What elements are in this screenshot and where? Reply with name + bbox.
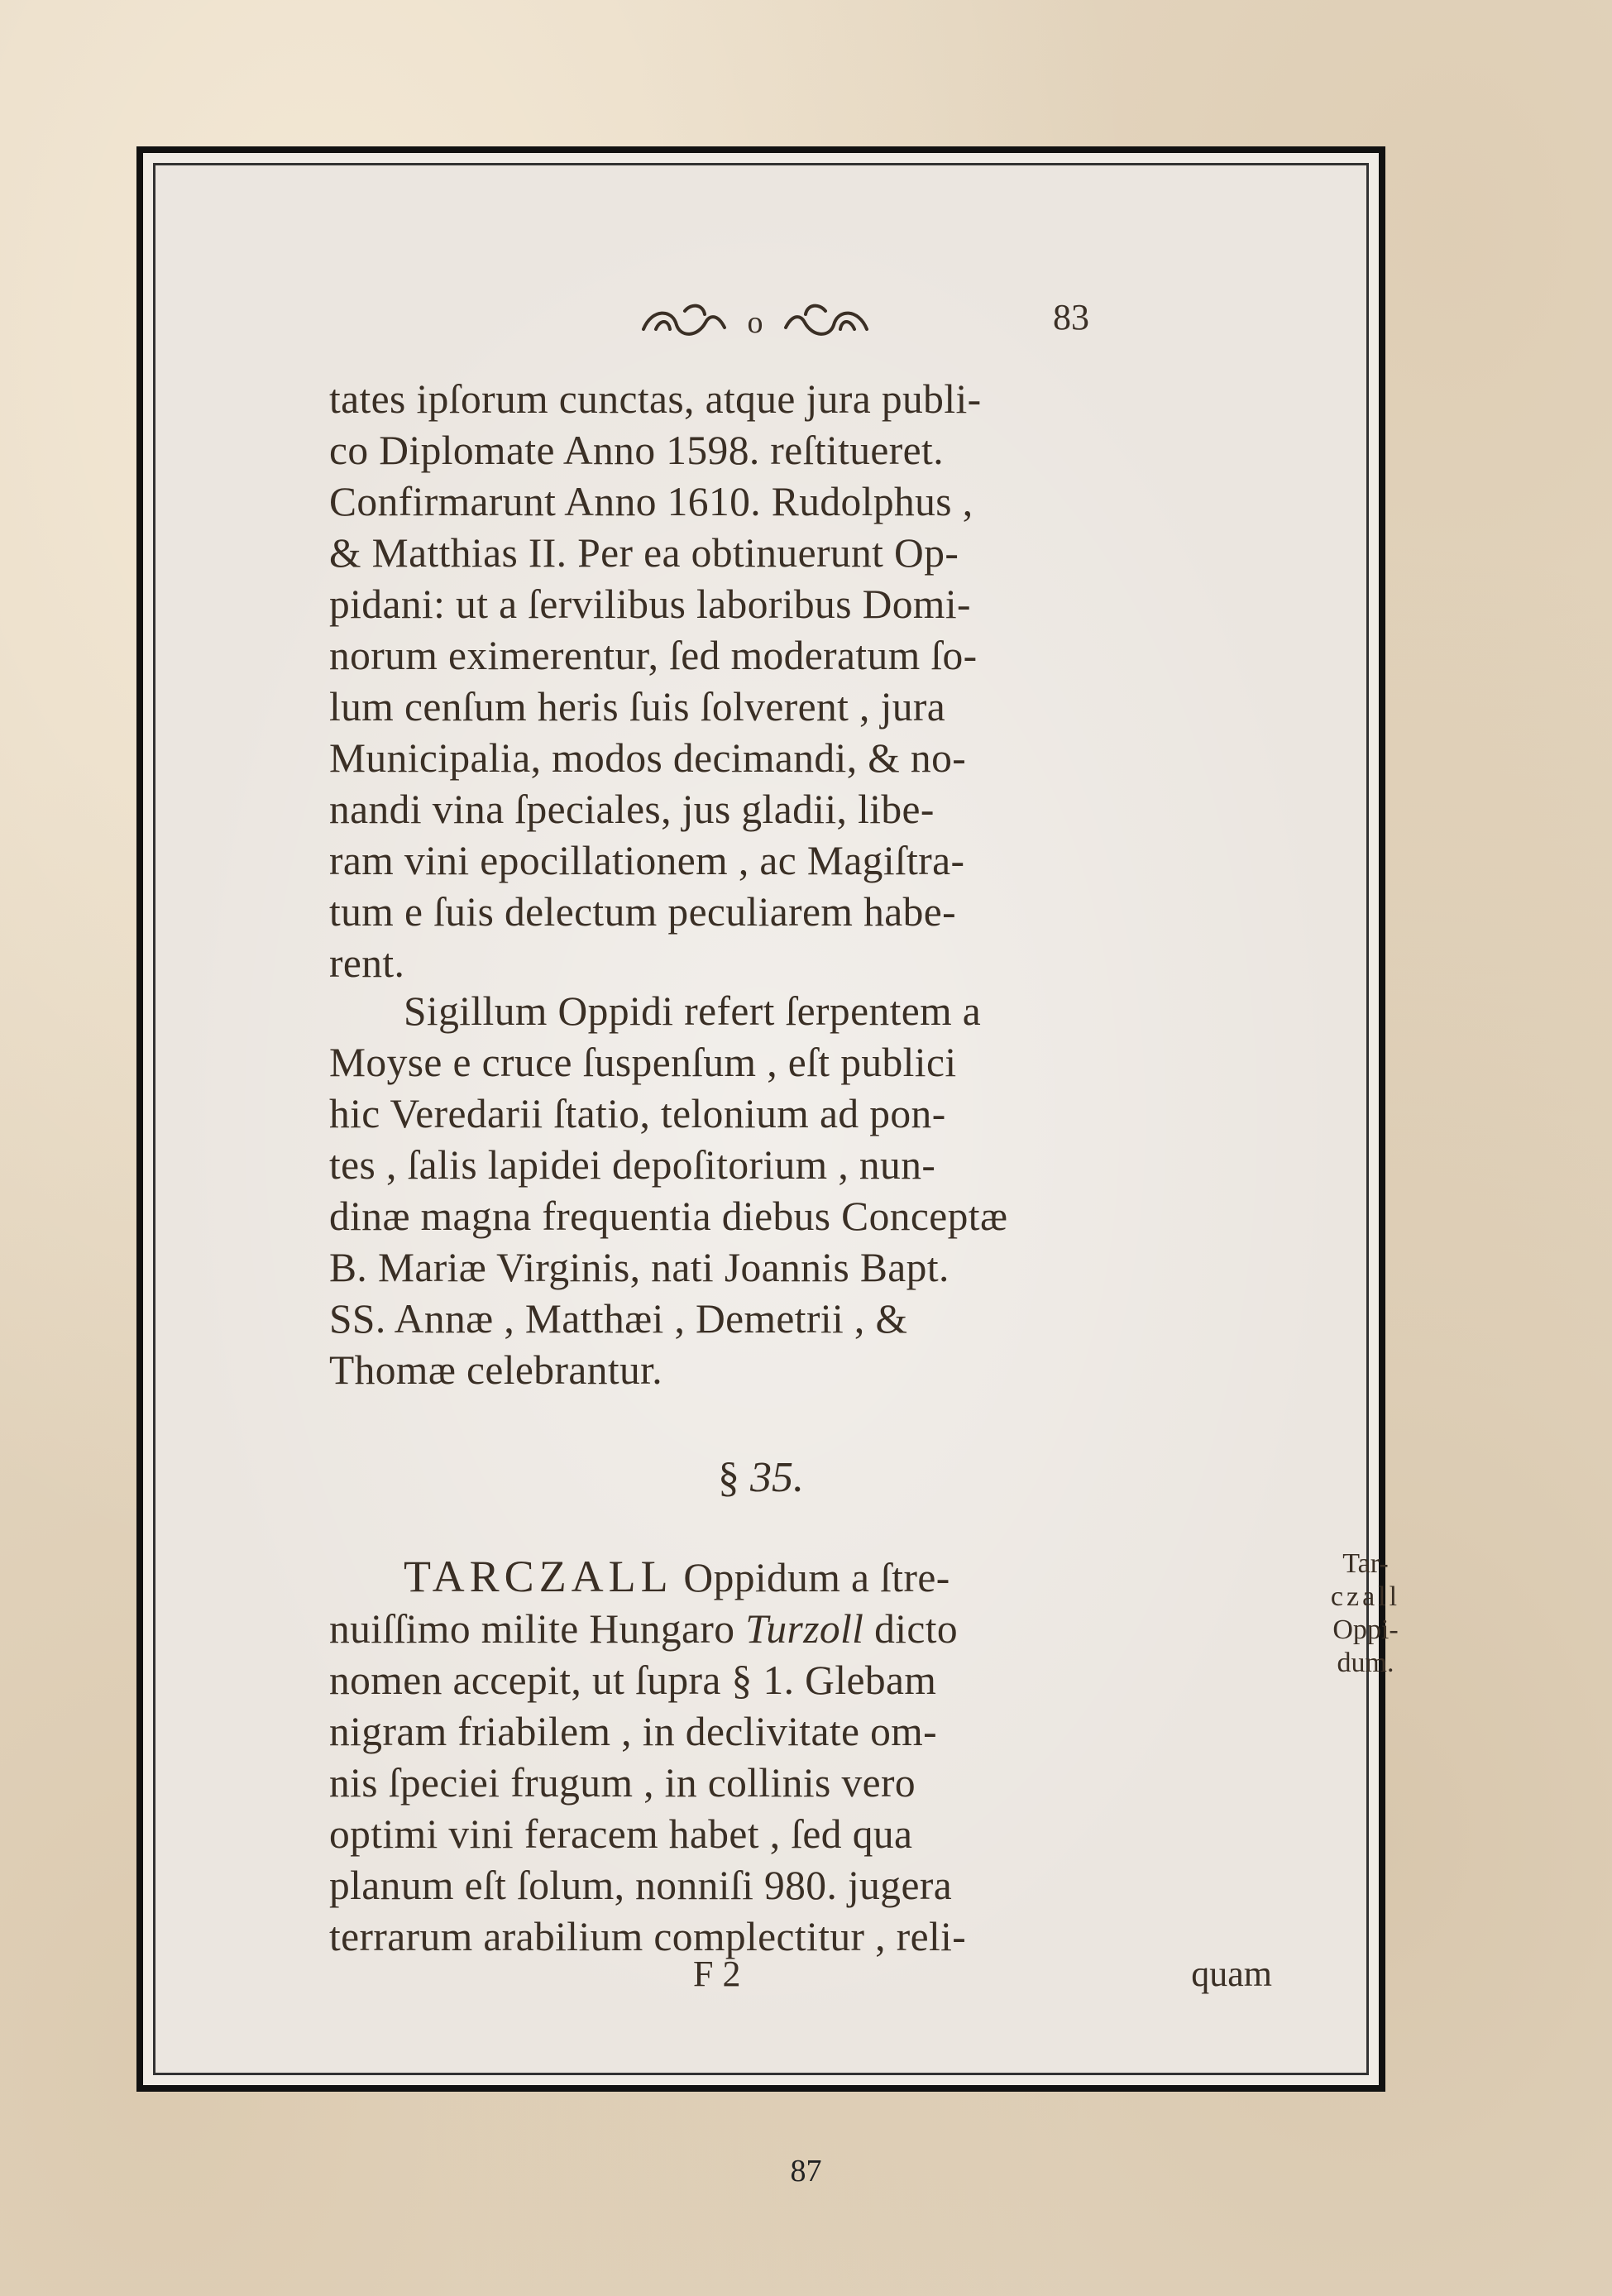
text-line: Confirmarunt Anno 1610. Rudolphus ,: [329, 479, 973, 524]
text-line: [329, 1551, 1297, 1604]
text-line: tum e ſuis delectum peculiarem habe-: [329, 889, 956, 935]
margin-note-line: czall: [1330, 1581, 1401, 1612]
text-line: Moyse e cruce ſuspenſum , eſt publici: [329, 1040, 957, 1085]
text-line: nomen accepit, ut ſupra § 1. Glebam: [329, 1657, 937, 1703]
paragraph-3: [329, 1551, 1297, 1963]
margin-note-line: dum.: [1337, 1648, 1394, 1678]
paragraph-2: [329, 986, 1318, 1396]
text-line: optimi vini feracem habet , ſed qua: [329, 1811, 913, 1857]
page-frame: [136, 146, 1401, 2092]
section-number: 35.: [750, 1454, 804, 1501]
section-heading: [155, 1453, 1366, 1502]
margin-note-line: Tar-: [1342, 1548, 1389, 1579]
text-line: [329, 1604, 1297, 1655]
text-line: lum cenſum heris ſuis ſolverent , jura: [329, 684, 946, 729]
margin-note-line: Oppi-: [1332, 1614, 1399, 1645]
ornament-center-letter: o: [747, 305, 763, 340]
catch-row: [329, 1953, 1318, 2002]
page-number-top: 83: [1053, 297, 1089, 337]
signature-mark: F 2: [693, 1954, 741, 1994]
page-number-footer: 87: [790, 2154, 822, 2188]
lead-word: TARCZALL: [404, 1552, 673, 1601]
text-line: hic Veredarii ſtatio, telonium ad pon-: [329, 1091, 946, 1136]
text-line: B. Mariæ Virginis, nati Joannis Bapt.: [329, 1245, 950, 1290]
text-line: planum eſt ſolum, nonniſi 980. jugera: [329, 1863, 953, 1908]
catchword: quam: [1191, 1954, 1272, 1994]
text-line: dinæ magna frequentia diebus Conceptæ: [329, 1193, 1008, 1239]
text-line: rent.: [329, 940, 405, 986]
text-line: tes , ſalis lapidei depoſitorium , nun-: [329, 1142, 936, 1188]
running-head: [155, 289, 1366, 356]
text-line: ram vini epocillationem , ac Magiſtra-: [329, 838, 965, 883]
text-line: terrarum arabilium complectitur , reli-: [329, 1914, 967, 1959]
text-line: SS. Annæ , Matthæi , Demetrii , &: [329, 1296, 908, 1342]
text-line: norum eximerentur, ſed moderatum ſo-: [329, 633, 978, 678]
book-page: [155, 165, 1401, 2073]
text-fragment: Oppidum a ſtre-: [672, 1555, 950, 1600]
text-line: co Diplomate Anno 1598. reſtitueret.: [329, 428, 944, 473]
text-line: nandi vina ſpeciales, jus gladii, libe-: [329, 787, 935, 832]
paragraph-1: [329, 374, 1318, 989]
text-fragment: nuiſſimo milite Hungaro: [329, 1606, 746, 1652]
text-fragment: dicto: [863, 1606, 959, 1652]
text-line: Sigillum Oppidi refert ſerpentem a: [404, 988, 982, 1034]
page-frame-inner: [153, 163, 1401, 2075]
text-line: nigram friabilem , in declivitate om-: [329, 1709, 938, 1754]
margin-note: [1312, 1547, 1419, 1680]
text-line: nis ſpeciei frugum , in collinis vero: [329, 1760, 916, 1806]
text-line: & Matthias II. Per ea obtinuerunt Op-: [329, 530, 959, 576]
ornament-icon: [627, 296, 883, 346]
text-line: tates ipſorum cunctas, atque jura publi-: [329, 376, 982, 422]
text-line: pidani: ut a ſervilibus laboribus Domi-: [329, 581, 971, 627]
italic-name: Turzoll: [745, 1606, 864, 1652]
section-symbol: §: [718, 1454, 739, 1501]
text-line: Thomæ celebrantur.: [329, 1347, 663, 1393]
text-line: Municipalia, modos decimandi, & no-: [329, 735, 967, 781]
